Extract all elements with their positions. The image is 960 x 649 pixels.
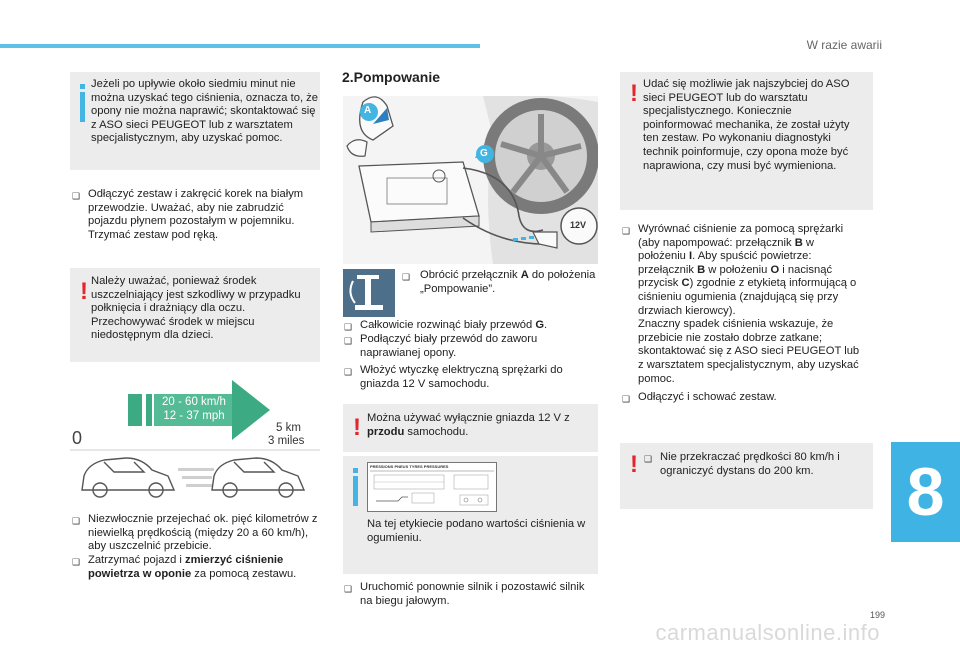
warning-icon: ! (630, 80, 638, 107)
info-icon (353, 468, 358, 473)
switch-instruction: Obrócić przełącznik A do położenia „Pompowanie”. (420, 269, 596, 295)
bullet-measure-pressure: Zatrzymać pojazd i zmierzyć ciśnienie powietrza w oponie za pomocą zestawu. (88, 554, 297, 580)
bullet-adjust-pressure: Wyrównać ciśnienie za pomocą sprężarki (aby napompować: przełącznik B w położeniu I. Aby spuścić powietrze: przełącznik B w położeniu O i nacisnąć przycisk C) zgodnie z etykietą informującą o ciśnieniu ogumienia (znajdującą się przy drzwiach kierowcy). Znaczny spadek ciśnienia wskazuje, że przebicie nie zostało dobrze zatkane; skontaktować się z ASO sieci PEUGEOT lub z warsztatem specjalistycznym, aby uzyskać pomoc. (638, 223, 864, 386)
bullet-restart-engine: Uruchomić ponownie silnik i pozostawić silnik na biegu jałowym. (360, 581, 585, 607)
warning-box-text: Należy uważać, ponieważ środek uszczelniający jest szkodliwy w przypadku połknięcia i drażniący dla oczu. Przechowywać środek w miejscu niedostępnym dla dzieci. (91, 275, 301, 342)
page-number: 199 (869, 610, 885, 620)
bullet-marker: ❑ (72, 191, 81, 201)
speed-kmh: 20 - 60 km/h (162, 396, 226, 408)
label-12v: 12V (570, 220, 587, 230)
bullet-marker: ❑ (622, 394, 631, 404)
warning-box-sealant (70, 268, 320, 362)
speed-mph: 12 - 37 mph (163, 410, 225, 422)
speed-distance-figure (70, 372, 320, 502)
bullet-disconnect-store: Odłączyć i schować zestaw. (638, 391, 777, 403)
info-box-pressure (70, 72, 320, 170)
warning-box-12v (343, 404, 598, 452)
pressure-label-text: Na tej etykiecie podano wartości ciśnienia w ogumieniu. (367, 518, 586, 544)
section-title: W razie awarii (806, 38, 882, 52)
bullet-marker: ❑ (644, 454, 653, 464)
compressor-illustration (343, 96, 598, 264)
warning-workshop-text: Udać się możliwie jak najszybciej do ASO sieci PEUGEOT lub do warsztatu specjalistycznego. Koniecznie poinformować mechanika, że został użyty ten zestaw. Po wykonaniu diagnostyki technik poinformuje, czy opona może być naprawiona, czy musi być wymieniona. (643, 78, 850, 172)
chapter-tab: 8 (891, 442, 960, 542)
sticker-graphic (368, 463, 496, 511)
info-icon-bar (353, 476, 358, 506)
pressure-sticker (367, 462, 497, 512)
bullet-unroll-hose: Całkowicie rozwinąć biały przewód G. (360, 319, 548, 331)
bullet-marker: ❑ (344, 336, 353, 346)
compressor-figure (343, 96, 598, 264)
warning-12v-text: Można używać wyłącznie gniazda 12 V z przodu samochodu. (367, 412, 570, 438)
bullet-marker: ❑ (622, 226, 631, 236)
warning-icon: ! (353, 414, 361, 441)
tyre-pump-icon (343, 269, 395, 317)
bullet-marker: ❑ (72, 516, 81, 526)
header-accent-bar (0, 44, 480, 48)
warning-icon: ! (80, 278, 88, 305)
label-g: G (480, 148, 488, 159)
bullet-drive-5km: Niezwłocznie przejechać ok. pięć kilometrów z niewielką prędkością (między 20 a 60 km/h), aby uszczelnić przebicie. (88, 513, 318, 553)
sticker-title: PRESSIONS PNEUS TYRES PRESSURES (370, 464, 449, 469)
info-box-text: Jeżeli po upływie około siedmiu minut nie można uzyskać tego ciśnienia, oznacza to, że opony nie można naprawić; skontaktować się z ASO sieci PEUGEOT lub z warsztatem specjalistycznym, aby uzyskać pomoc. (91, 78, 318, 145)
bullet-plug-12v: Włożyć wtyczkę elektryczną sprężarki do gniazda 12 V samochodu. (360, 364, 563, 390)
switch-icon-box (343, 269, 395, 317)
label-a: A (364, 105, 372, 116)
warning-icon: ! (630, 451, 638, 478)
warning-box-workshop (620, 72, 873, 210)
bullet-marker: ❑ (344, 322, 353, 332)
bullet-disconnect-kit: Odłączyć zestaw i zakręcić korek na białym przewodzie. Uważać, aby nie zabrudzić pojazdu płynem pozostałym w pojemniku. Trzymać zestaw pod ręką. (88, 188, 304, 241)
info-box-pressure-label (343, 456, 598, 574)
watermark: carmanualsonline.info (655, 620, 880, 645)
section-heading-inflation: 2.Pompowanie (342, 69, 441, 85)
bullet-connect-valve: Podłączyć biały przewód do zaworu naprawianej opony. (360, 333, 538, 359)
bullet-marker: ❑ (72, 557, 81, 567)
bullet-marker: ❑ (402, 272, 411, 282)
warning-speed-limit-text: Nie przekraczać prędkości 80 km/h i ograniczyć dystans do 200 km. (660, 451, 840, 477)
bullet-marker: ❑ (344, 584, 353, 594)
pressure-drop-note: Znaczny spadek ciśnienia wskazuje, że przebicie nie zostało dobrze zatkane; skontaktować się z ASO sieci PEUGEOT lub z warsztatem specjalistycznym, aby uzyskać pomoc. (638, 318, 860, 385)
distance-miles: 3 miles (268, 435, 305, 447)
info-icon-bar (80, 92, 85, 122)
info-icon (80, 84, 85, 89)
distance-km: 5 km (276, 422, 301, 434)
warning-box-speed-limit (620, 443, 873, 509)
distance-start: 0 (72, 428, 83, 448)
bullet-marker: ❑ (344, 367, 353, 377)
